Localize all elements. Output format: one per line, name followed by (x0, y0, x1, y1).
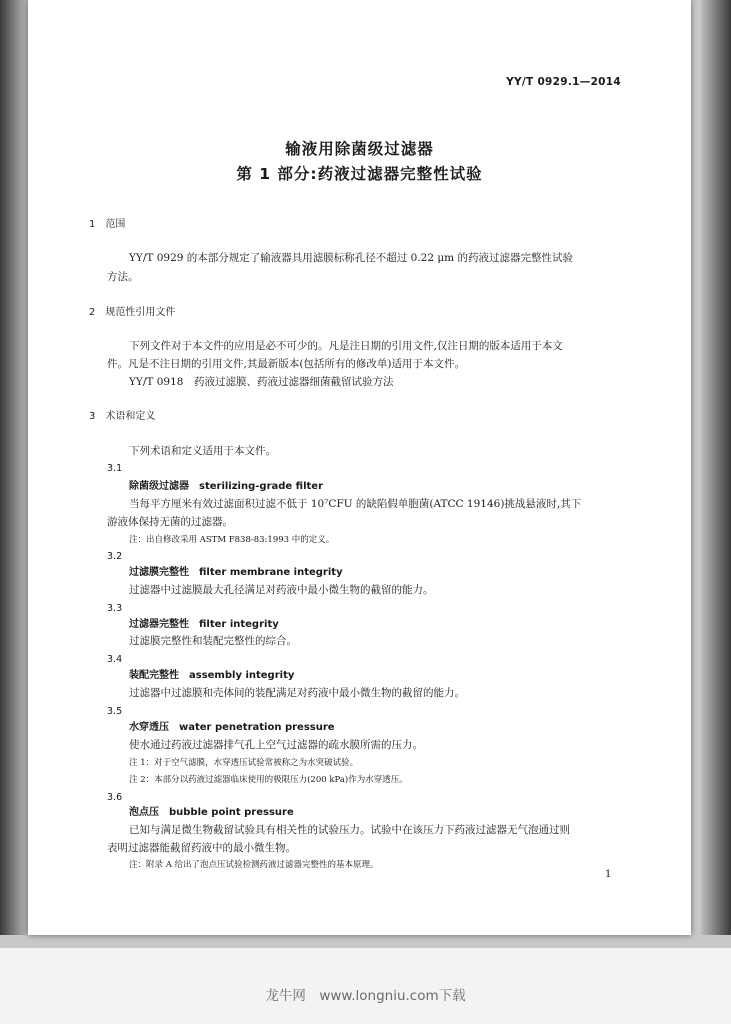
term-3-6: 泡点压 bubble point pressure (129, 807, 294, 818)
term-3-2: 过滤膜完整性 filter membrane integrity (129, 567, 343, 578)
section-2-heading: 2 规范性引用文件 (89, 307, 176, 318)
term-3-1-definition-line1: 当每平方厘米有效过滤面积过滤不低于 10⁷CFU 的缺陷假单胞菌(ATCC 19146)挑战悬液时,其下 (129, 498, 582, 510)
term-3-4-number: 3.4 (107, 654, 123, 665)
term-3-3-number: 3.3 (107, 603, 123, 614)
term-3-6-definition-line2: 表明过滤器能截留药液中的最小微生物。 (107, 842, 296, 854)
footer-watermark: 龙牛网 www.longniu.com下载 (265, 988, 466, 1004)
term-3-5-note-2: 注 2：本部分以药液过滤器临床使用的极限压力(200 kPa)作为水穿透压。 (129, 775, 408, 785)
term-3-3: 过滤器完整性 filter integrity (129, 619, 279, 630)
term-3-4-definition: 过滤器中过滤膜和壳体间的装配满足对药液中最小微生物的截留的能力。 (129, 687, 465, 699)
term-3-5-number: 3.5 (107, 706, 123, 717)
standard-number: YY/T 0929.1—2014 (506, 76, 621, 88)
section-1-paragraph-line2: 方法。 (107, 271, 139, 283)
page-number: 1 (605, 869, 612, 880)
section-1-paragraph-line1: YY/T 0929 的本部分规定了输液器具用滤膜标称孔径不超过 0.22 μm 的药液过滤器完整性试验 (129, 252, 573, 264)
term-3-3-definition: 过滤膜完整性和装配完整性的综合。 (129, 635, 297, 647)
term-3-1: 除菌级过滤器 sterilizing-grade filter (129, 481, 323, 492)
term-3-4: 装配完整性 assembly integrity (129, 670, 295, 681)
term-3-1-number: 3.1 (107, 463, 123, 474)
term-3-6-definition-line1: 已知与满足微生物截留试验具有相关性的试验压力。试验中在该压力下药液过滤器无气泡通过则 (129, 824, 570, 836)
section-2-paragraph-line1: 下列文件对于本文件的应用是必不可少的。凡是注日期的引用文件,仅注日期的版本适用于本文 (129, 340, 563, 352)
viewer-right-edge (701, 0, 731, 935)
section-2-reference: YY/T 0918 药液过滤膜、药液过滤器细菌截留试验方法 (129, 376, 394, 388)
term-3-1-definition-line2: 游液体保持无菌的过滤器。 (107, 516, 233, 528)
document-page (28, 0, 691, 935)
term-3-5: 水穿透压 water penetration pressure (129, 722, 335, 733)
document-title-line2: 第 1 部分:药液过滤器完整性试验 (236, 165, 483, 183)
term-3-5-definition: 使水通过药液过滤器排气孔上空气过滤器的疏水膜所需的压力。 (129, 739, 423, 751)
viewer-left-edge (0, 0, 28, 935)
term-3-2-number: 3.2 (107, 551, 123, 562)
section-3-intro: 下列术语和定义适用于本文件。 (129, 445, 276, 457)
term-3-1-note: 注：出自修改采用 ASTM F838-83:1993 中的定义。 (129, 535, 335, 545)
section-1-heading: 1 范围 (89, 219, 126, 230)
document-title-line1: 输液用除菌级过滤器 (285, 140, 434, 158)
section-2-paragraph-line2: 件。凡是不注日期的引用文件,其最新版本(包括所有的修改单)适用于本文件。 (107, 358, 466, 370)
term-3-6-note: 注：附录 A 给出了泡点压试验检测药液过滤器完整性的基本原理。 (129, 860, 379, 870)
term-3-6-number: 3.6 (107, 792, 123, 803)
term-3-2-definition: 过滤器中过滤膜最大孔径满足对药液中最小微生物的截留的能力。 (129, 584, 434, 596)
section-3-heading: 3 术语和定义 (89, 411, 156, 422)
term-3-5-note-1: 注 1：对于空气滤膜，水穿透压试验常被称之为水突破试验。 (129, 758, 359, 768)
